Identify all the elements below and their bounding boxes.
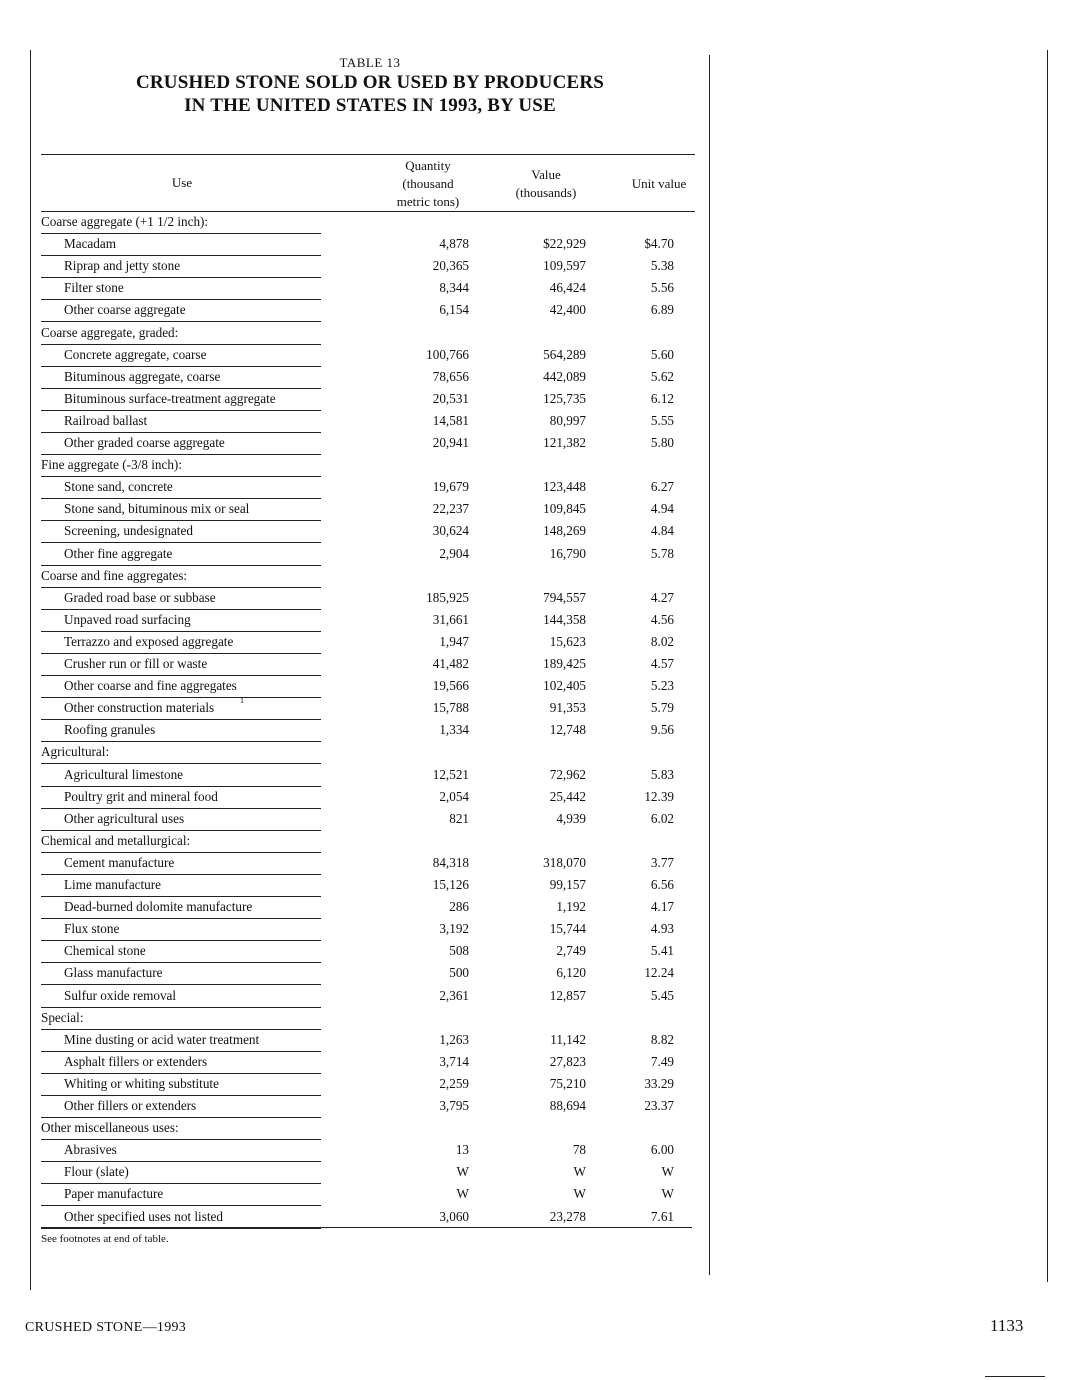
quantity-cell: 19,566: [432, 678, 469, 694]
value-cell: 15,744: [549, 921, 586, 937]
use-label: Other fillers or extenders: [64, 1098, 197, 1113]
table-row: [0, 698, 1076, 720]
value-cell: 25,442: [549, 788, 586, 804]
table-row: [0, 610, 1076, 632]
unit-value-cell: 4.56: [650, 611, 674, 627]
unit-value-cell: 6.00: [650, 1142, 674, 1158]
use-label: Abrasives: [64, 1142, 117, 1158]
category-row: [0, 831, 1076, 853]
quantity-cell: 6,154: [439, 302, 469, 318]
table-row: [0, 256, 1076, 278]
unit-value-cell: 4.94: [650, 501, 674, 517]
table-row: [0, 875, 1076, 897]
use-label: Macadam: [64, 236, 116, 252]
use-label: Other coarse and fine aggregates: [64, 678, 237, 694]
unit-value-cell: 5.62: [650, 368, 674, 384]
unit-value-cell: 23.37: [644, 1098, 674, 1113]
unit-value-cell: 7.61: [650, 1208, 674, 1224]
unit-value-cell: 5.56: [650, 280, 674, 296]
quantity-cell: 3,060: [439, 1208, 469, 1224]
use-label: Paper manufacture: [64, 1186, 164, 1202]
value-cell: $22,929: [543, 236, 586, 252]
use-label: Other fine aggregate: [64, 545, 173, 561]
table-row: [0, 433, 1076, 455]
quantity-cell: 12,521: [432, 766, 469, 782]
quantity-cell: 1,263: [439, 1031, 469, 1047]
table-row: [0, 499, 1076, 521]
value-cell: 91,353: [549, 700, 586, 716]
use-label: Poultry grit and mineral food: [64, 788, 218, 804]
table-row: [0, 521, 1076, 543]
value-cell: 125,735: [543, 390, 586, 406]
value-cell: W: [573, 1186, 586, 1202]
use-label: Stone sand, concrete: [64, 479, 173, 495]
header-value: [500, 166, 592, 202]
category-label: Coarse aggregate (+1 1/2 inch):: [41, 214, 209, 229]
row-rule: [41, 1228, 321, 1229]
category-row: [0, 212, 1076, 234]
running-footer: CRUSHED STONE—1993: [25, 1320, 187, 1335]
unit-value-cell: 4.17: [650, 899, 674, 915]
value-cell: 88,694: [549, 1098, 586, 1113]
quantity-cell: 100,766: [426, 346, 469, 362]
header-quantity-line3: metric tons): [396, 194, 460, 209]
use-label: Concrete aggregate, coarse: [64, 346, 207, 362]
unit-value-cell: 4.27: [650, 589, 674, 605]
unit-value-cell: 12.39: [644, 788, 674, 804]
quantity-cell: 13: [455, 1142, 469, 1158]
unit-value-cell: 33.29: [644, 1075, 674, 1091]
table-title-line2: IN THE UNITED STATES IN 1993, BY USE: [184, 95, 556, 116]
header-quantity-line2: (thousand: [402, 176, 454, 191]
quantity-cell: 78,656: [432, 368, 469, 384]
use-label: Asphalt fillers or extenders: [64, 1053, 208, 1069]
table-row: [0, 720, 1076, 742]
quantity-cell: W: [456, 1164, 469, 1180]
table-row: [0, 1030, 1076, 1052]
unit-value-cell: 9.56: [650, 722, 674, 738]
unit-value-cell: 5.78: [650, 545, 674, 561]
quantity-cell: 508: [449, 943, 469, 959]
use-label: Bituminous aggregate, coarse: [64, 368, 221, 384]
value-cell: 23,278: [549, 1208, 586, 1224]
category-label: Agricultural:: [41, 744, 110, 760]
table-row: [0, 411, 1076, 433]
quantity-cell: 20,941: [432, 435, 469, 450]
table-row: [0, 632, 1076, 654]
value-cell: 6,120: [556, 965, 586, 981]
category-label: Other miscellaneous uses:: [41, 1120, 179, 1136]
table-row: [0, 1140, 1076, 1162]
footnote: See footnotes at end of table.: [41, 1233, 169, 1245]
table-label: TABLE 13: [339, 55, 401, 70]
table-row: [0, 809, 1076, 831]
table-row: [0, 389, 1076, 411]
footnote-marker: 1: [240, 696, 244, 706]
table-row: [0, 676, 1076, 698]
unit-value-cell: 4.93: [650, 921, 674, 937]
use-label: Whiting or whiting substitute: [64, 1075, 219, 1091]
unit-value-cell: 5.38: [650, 258, 674, 274]
unit-value-cell: 4.84: [650, 523, 674, 539]
quantity-cell: 31,661: [432, 611, 469, 627]
value-cell: 12,748: [549, 722, 586, 738]
quantity-cell: 500: [449, 965, 469, 981]
quantity-cell: 84,318: [432, 854, 469, 870]
quantity-cell: 185,925: [426, 589, 469, 605]
header-top-rule: [41, 154, 695, 155]
value-cell: 123,448: [543, 479, 586, 495]
table-row: [0, 919, 1076, 941]
use-label: Stone sand, bituminous mix or seal: [64, 501, 250, 517]
table-row: [0, 1074, 1076, 1096]
table-row: [0, 1184, 1076, 1206]
value-cell: 109,845: [543, 501, 586, 517]
quantity-cell: 2,259: [439, 1075, 469, 1091]
value-cell: 109,597: [543, 258, 586, 274]
category-label: Coarse aggregate, graded:: [41, 324, 179, 340]
category-row: [0, 566, 1076, 588]
use-label: Chemical stone: [64, 943, 146, 959]
table-row: [0, 986, 1076, 1008]
use-label: Bituminous surface-treatment aggregate: [64, 390, 276, 406]
header-value-line1: Value: [531, 167, 561, 182]
unit-value-cell: 7.49: [650, 1053, 674, 1069]
value-cell: 42,400: [549, 302, 586, 318]
quantity-cell: 20,531: [432, 390, 469, 406]
use-label: Other coarse aggregate: [64, 302, 186, 318]
value-cell: 794,557: [543, 589, 586, 605]
table-row: [0, 1052, 1076, 1074]
table-row: [0, 477, 1076, 499]
table-row: [0, 588, 1076, 610]
table-row: [0, 1162, 1076, 1184]
value-cell: 4,939: [556, 810, 586, 826]
use-label: Roofing granules: [64, 722, 156, 738]
value-cell: 15,623: [549, 633, 586, 649]
unit-value-cell: W: [661, 1164, 674, 1180]
value-cell: 564,289: [543, 346, 586, 362]
quantity-cell: 2,054: [439, 788, 469, 804]
unit-value-cell: 5.45: [650, 987, 674, 1003]
table-row: [0, 278, 1076, 300]
table-row: [0, 787, 1076, 809]
quantity-cell: 4,878: [439, 236, 469, 252]
category-row: [0, 1118, 1076, 1140]
table-row: [0, 1207, 1076, 1229]
value-cell: W: [573, 1164, 586, 1180]
table-row: [0, 853, 1076, 875]
quantity-cell: 821: [449, 810, 469, 826]
table-title-line1: CRUSHED STONE SOLD OR USED BY PRODUCERS: [135, 72, 605, 93]
quantity-cell: 2,361: [439, 987, 469, 1003]
quantity-cell: 15,126: [432, 877, 469, 892]
use-label: Agricultural limestone: [64, 766, 184, 782]
unit-value-cell: 6.89: [650, 302, 674, 318]
category-row: [0, 455, 1076, 477]
value-cell: 75,210: [549, 1075, 586, 1091]
value-cell: 72,962: [549, 766, 586, 782]
quantity-cell: 286: [449, 899, 469, 915]
quantity-cell: 3,714: [439, 1053, 469, 1069]
unit-value-cell: W: [661, 1186, 674, 1202]
unit-value-cell: 8.02: [650, 633, 674, 649]
quantity-cell: 15,788: [432, 700, 469, 716]
unit-value-cell: 5.79: [650, 700, 674, 716]
use-label: Mine dusting or acid water treatment: [64, 1031, 260, 1047]
value-cell: 16,790: [549, 545, 586, 561]
category-label: Fine aggregate (-3/8 inch):: [41, 457, 182, 473]
value-cell: 99,157: [549, 877, 586, 892]
quantity-cell: 2,904: [439, 545, 469, 561]
unit-value-cell: 3.77: [650, 854, 674, 870]
category-label: Coarse and fine aggregates:: [41, 567, 188, 583]
use-label: Graded road base or subbase: [64, 589, 216, 605]
value-cell: 121,382: [543, 435, 586, 450]
use-label: Sulfur oxide removal: [64, 987, 177, 1003]
use-label: Glass manufacture: [64, 965, 163, 981]
use-label: Dead-burned dolomite manufacture: [64, 899, 253, 915]
quantity-cell: 14,581: [432, 412, 469, 428]
unit-value-cell: 5.41: [650, 943, 674, 959]
value-cell: 144,358: [543, 611, 586, 627]
value-cell: 102,405: [543, 678, 586, 694]
header-value-line2: (thousands): [515, 185, 577, 200]
table-row: [0, 345, 1076, 367]
quantity-cell: 41,482: [432, 656, 469, 671]
quantity-cell: 22,237: [432, 501, 469, 517]
table-row: [0, 963, 1076, 985]
unit-value-cell: 6.02: [650, 810, 674, 826]
use-label: Unpaved road surfacing: [64, 611, 191, 627]
value-cell: 442,089: [543, 368, 586, 384]
value-cell: 148,269: [543, 523, 586, 539]
header-use: Use: [171, 175, 193, 190]
unit-value-cell: 4.57: [650, 656, 674, 671]
quantity-cell: 20,365: [432, 258, 469, 274]
category-label: Chemical and metallurgical:: [41, 832, 191, 848]
table-row: [0, 654, 1076, 676]
table-row: [0, 234, 1076, 256]
page-number: 1133: [990, 1316, 1024, 1335]
use-label: Other construction materials: [64, 700, 215, 716]
quantity-cell: 19,679: [432, 479, 469, 495]
value-cell: 80,997: [549, 412, 586, 428]
unit-value-cell: $4.70: [644, 236, 674, 252]
use-label: Flour (slate): [64, 1164, 129, 1180]
unit-value-cell: 6.12: [650, 390, 674, 406]
use-label: Filter stone: [64, 280, 124, 296]
category-row: [0, 323, 1076, 345]
quantity-cell: 3,192: [439, 921, 469, 937]
use-label: Cement manufacture: [64, 854, 175, 870]
quantity-cell: 1,947: [439, 633, 469, 649]
category-row: [0, 742, 1076, 764]
value-cell: 1,192: [556, 899, 586, 915]
quantity-cell: 8,344: [439, 280, 469, 296]
value-cell: 27,823: [549, 1053, 586, 1069]
unit-value-cell: 5.60: [650, 346, 674, 362]
unit-value-cell: 5.83: [650, 766, 674, 782]
quantity-cell: 1,334: [439, 722, 469, 738]
table-row: [0, 941, 1076, 963]
header-unit-value: Unit value: [631, 176, 687, 191]
use-label: Crusher run or fill or waste: [64, 656, 208, 671]
use-label: Lime manufacture: [64, 877, 162, 892]
value-cell: 12,857: [549, 987, 586, 1003]
value-cell: 318,070: [543, 854, 586, 870]
quantity-cell: 3,795: [439, 1098, 469, 1113]
value-cell: 189,425: [543, 656, 586, 671]
use-label: Terrazzo and exposed aggregate: [64, 633, 234, 649]
unit-value-cell: 5.55: [650, 412, 674, 428]
unit-value-cell: 5.23: [650, 678, 674, 694]
use-label: Screening, undesignated: [64, 523, 193, 539]
table-row: [0, 544, 1076, 566]
table-row: [0, 367, 1076, 389]
table-row: [0, 897, 1076, 919]
header-quantity: [378, 157, 478, 211]
table-row: [0, 765, 1076, 787]
quantity-cell: 30,624: [432, 523, 469, 539]
unit-value-cell: 6.27: [650, 479, 674, 495]
value-cell: 78: [572, 1142, 586, 1158]
header-quantity-line1: Quantity: [405, 158, 451, 173]
table-row: [0, 1096, 1076, 1118]
bottom-corner-rule: [985, 1376, 1045, 1377]
value-cell: 2,749: [556, 943, 586, 959]
category-row: [0, 1008, 1076, 1030]
quantity-cell: W: [456, 1186, 469, 1202]
unit-value-cell: 5.80: [650, 435, 674, 450]
use-label: Flux stone: [64, 921, 120, 937]
unit-value-cell: 6.56: [650, 877, 674, 892]
use-label: Riprap and jetty stone: [64, 258, 181, 274]
use-label: Other specified uses not listed: [64, 1208, 223, 1224]
value-cell: 46,424: [549, 280, 586, 296]
use-label: Other agricultural uses: [64, 810, 185, 826]
unit-value-cell: 12.24: [644, 965, 674, 981]
unit-value-cell: 8.82: [650, 1031, 674, 1047]
table-row: [0, 300, 1076, 322]
use-label: Other graded coarse aggregate: [64, 435, 225, 450]
value-cell: 11,142: [550, 1031, 586, 1047]
category-label: Special:: [41, 1009, 84, 1025]
use-label: Railroad ballast: [64, 412, 148, 428]
